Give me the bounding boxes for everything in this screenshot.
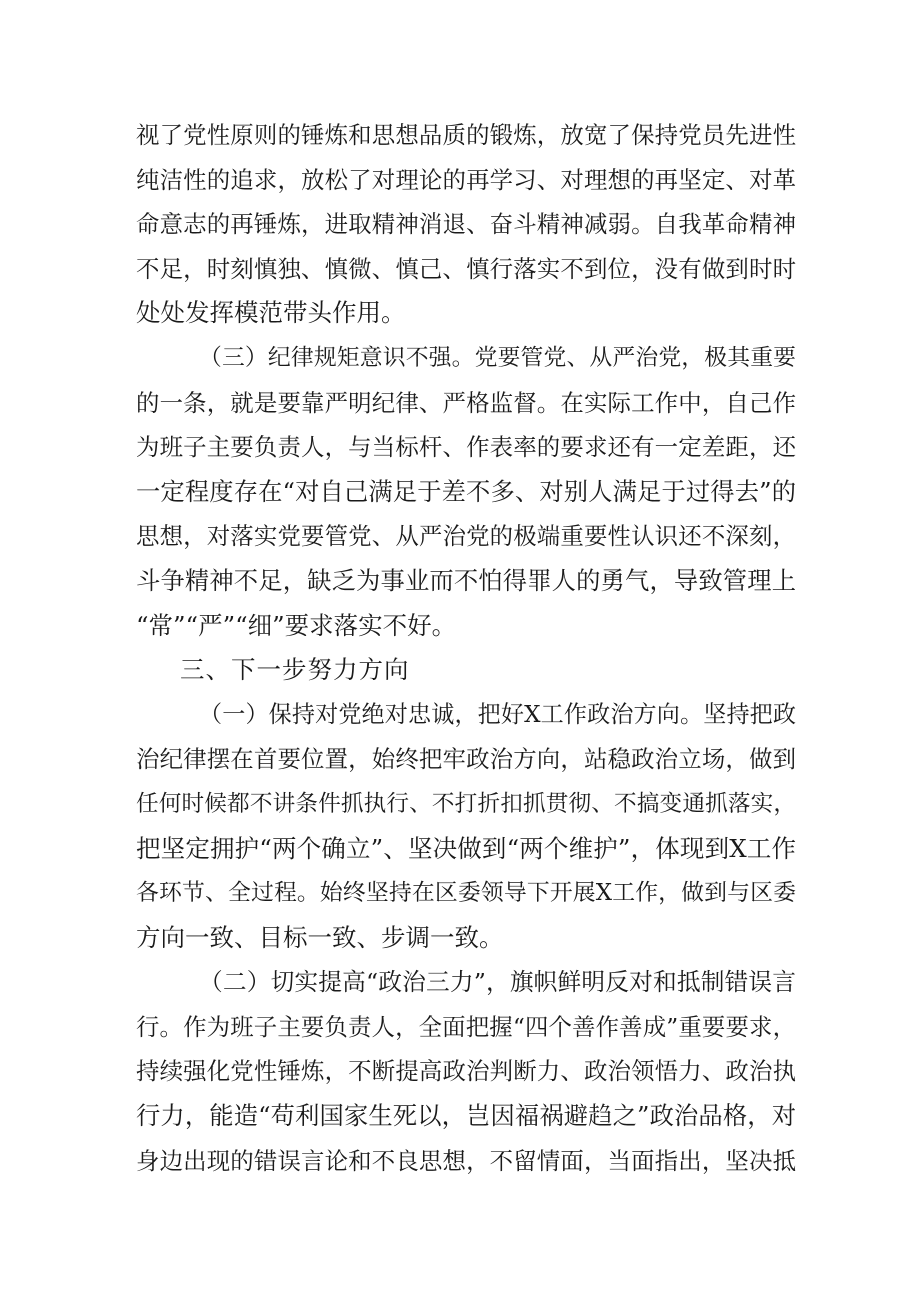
text-line: 任何时候都不讲条件抓执行、不打折扣抓贯彻、不搞变通抓落实， [136,790,796,817]
section-heading: 三、下一步努力方向 [180,655,410,685]
text-line: 把坚定拥护“两个确立”、坚决做到“两个维护”，体现到X工作 [136,833,796,863]
text-line: 方向一致、目标一致、步调一致。 [136,922,504,952]
text-line: 纯洁性的追求，放松了对理论的再学习、对理想的再坚定、对革 [136,165,796,194]
text-line: 身边出现的错误言论和不良思想，不留情面，当面指出，坚决抵 [136,1146,796,1175]
text-line: 不足，时刻慎独、慎微、慎己、慎行落实不到位，没有做到时时 [136,254,796,283]
text-line: “常”“严”“细”要求落实不好。 [136,610,457,640]
document-body [136,113,796,1183]
text-line: 行。作为班子主要负责人，全面把握“四个善作善成”重要要求， [136,1012,796,1041]
text-line: 思想，对落实党要管党、从严治党的极端重要性认识还不深刻， [136,522,796,551]
text-line: 持续强化党性锤炼，不断提高政治判断力、政治领悟力、政治执 [136,1057,796,1086]
text-line: 视了党性原则的锤炼和思想品质的锻炼，放宽了保持党员先进性 [136,121,796,149]
paragraph-start-line: （一）保持对党绝对忠诚，把好X工作政治方向。坚持把政 [199,701,796,728]
paragraph-start-line: （二）切实提高“政治三力”，旗帜鲜明反对和抵制错误言 [199,968,796,997]
text-line: 一定程度存在“对自己满足于差不多、对别人满足于过得去”的 [136,476,796,506]
text-line: 治纪律摆在首要位置，始终把牢政治方向，站稳政治立场，做到 [136,745,796,774]
text-line: 的一条，就是要靠严明纪律、严格监督。在实际工作中，自己作 [136,388,796,417]
text-line: 各环节、全过程。始终坚持在区委领导下开展X工作，做到与区委 [136,880,796,907]
text-line: 行力，能造“苟利国家生死以，岂因福祸避趋之”政治品格，对 [136,1101,796,1131]
text-line: 命意志的再锤炼，进取精神消退、奋斗精神减弱。自我革命精神 [136,210,796,239]
text-line: 为班子主要负责人，与当标杆、作表率的要求还有一定差距，还 [136,433,796,462]
paragraph-start-line: （三）纪律规矩意识不强。党要管党、从严治党，极其重要 [199,344,796,371]
text-line: 处处发挥模范带头作用。 [136,298,406,328]
text-line: 斗争精神不足，缺乏为事业而不怕得罪人的勇气，导致管理上 [136,565,796,595]
